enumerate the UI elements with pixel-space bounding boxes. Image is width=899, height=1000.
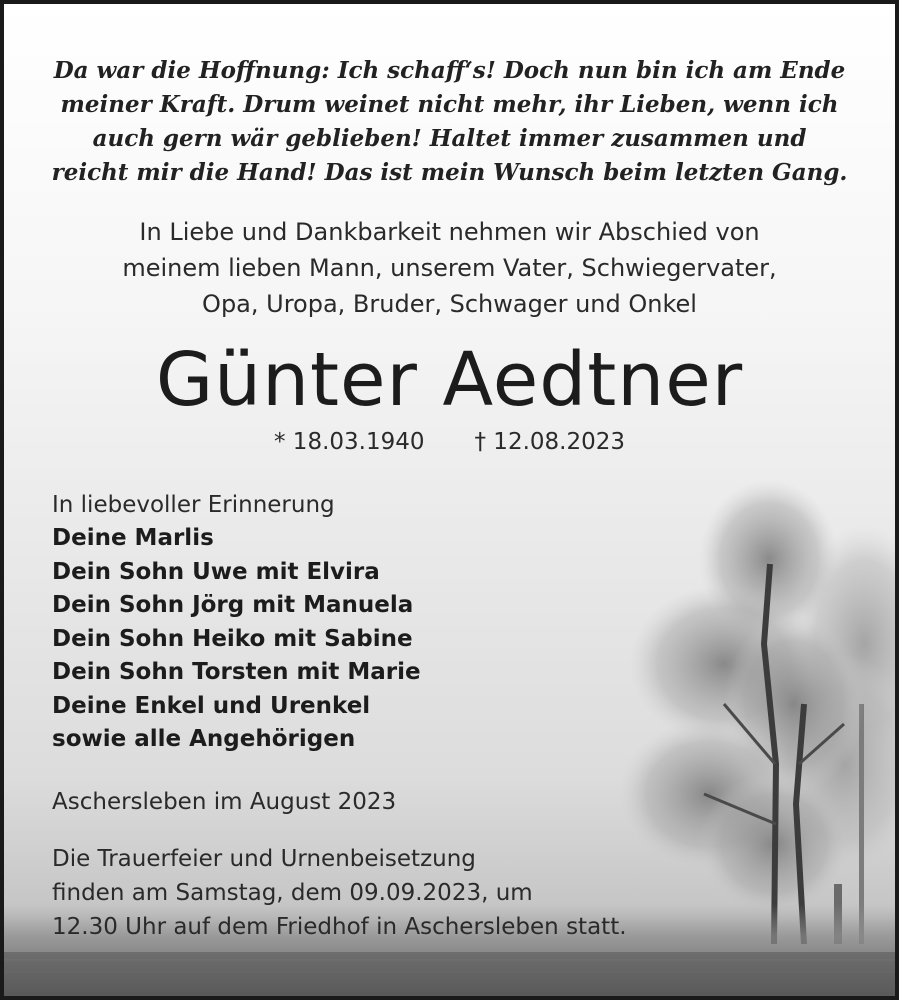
place-and-date: Aschersleben im August 2023 xyxy=(52,789,397,815)
intro-line: Opa, Uropa, Bruder, Schwager und Onkel xyxy=(202,290,697,318)
list-item: Deine Enkel und Urenkel xyxy=(52,692,371,719)
death-date: † 12.08.2023 xyxy=(474,429,625,455)
poem-line: reicht mir die Hand! Das ist mein Wunsch beim letzten Gang. xyxy=(51,159,848,186)
obituary-content xyxy=(4,4,895,996)
birth-date: * 18.03.1940 xyxy=(274,429,425,455)
list-item: Dein Sohn Jörg mit Manuela xyxy=(52,592,414,618)
poem-line: meiner Kraft. Drum weinet nicht mehr, ihr Lieben, wenn ich xyxy=(60,91,839,118)
intro-line: In Liebe und Dankbarkeit nehmen wir Abschied von xyxy=(139,218,760,246)
funeral-service-info xyxy=(52,842,752,944)
deceased-name: Günter Aedtner xyxy=(155,337,744,423)
list-item: Dein Sohn Uwe mit Elvira xyxy=(52,558,380,585)
poem-line: Da war die Hoffnung: Ich schaff‘s! Doch nun bin ich am Ende xyxy=(53,57,846,84)
family-signatures xyxy=(52,488,612,757)
list-item: Dein Sohn Heiko mit Sabine xyxy=(52,625,413,652)
list-item: Deine Marlis xyxy=(52,525,214,551)
list-item: sowie alle Angehörigen xyxy=(52,726,356,752)
intro-line: meinem lieben Mann, unserem Vater, Schwiegervater, xyxy=(122,254,777,282)
life-dates xyxy=(4,424,895,460)
mourners-list xyxy=(52,522,612,757)
memorial-poem xyxy=(24,54,875,190)
list-item: Dein Sohn Torsten mit Marie xyxy=(52,659,421,685)
service-line: finden am Samstag, dem 09.09.2023, um xyxy=(52,880,533,906)
service-line: Die Trauerfeier und Urnenbeisetzung xyxy=(52,846,476,872)
remembrance-lead: In liebevoller Erinnerung xyxy=(52,492,335,518)
poem-line: auch gern wär geblieben! Haltet immer zusammen und xyxy=(92,125,807,152)
farewell-intro xyxy=(24,214,875,322)
service-line: 12.30 Uhr auf dem Friedhof in Aschersleben statt. xyxy=(52,914,627,940)
